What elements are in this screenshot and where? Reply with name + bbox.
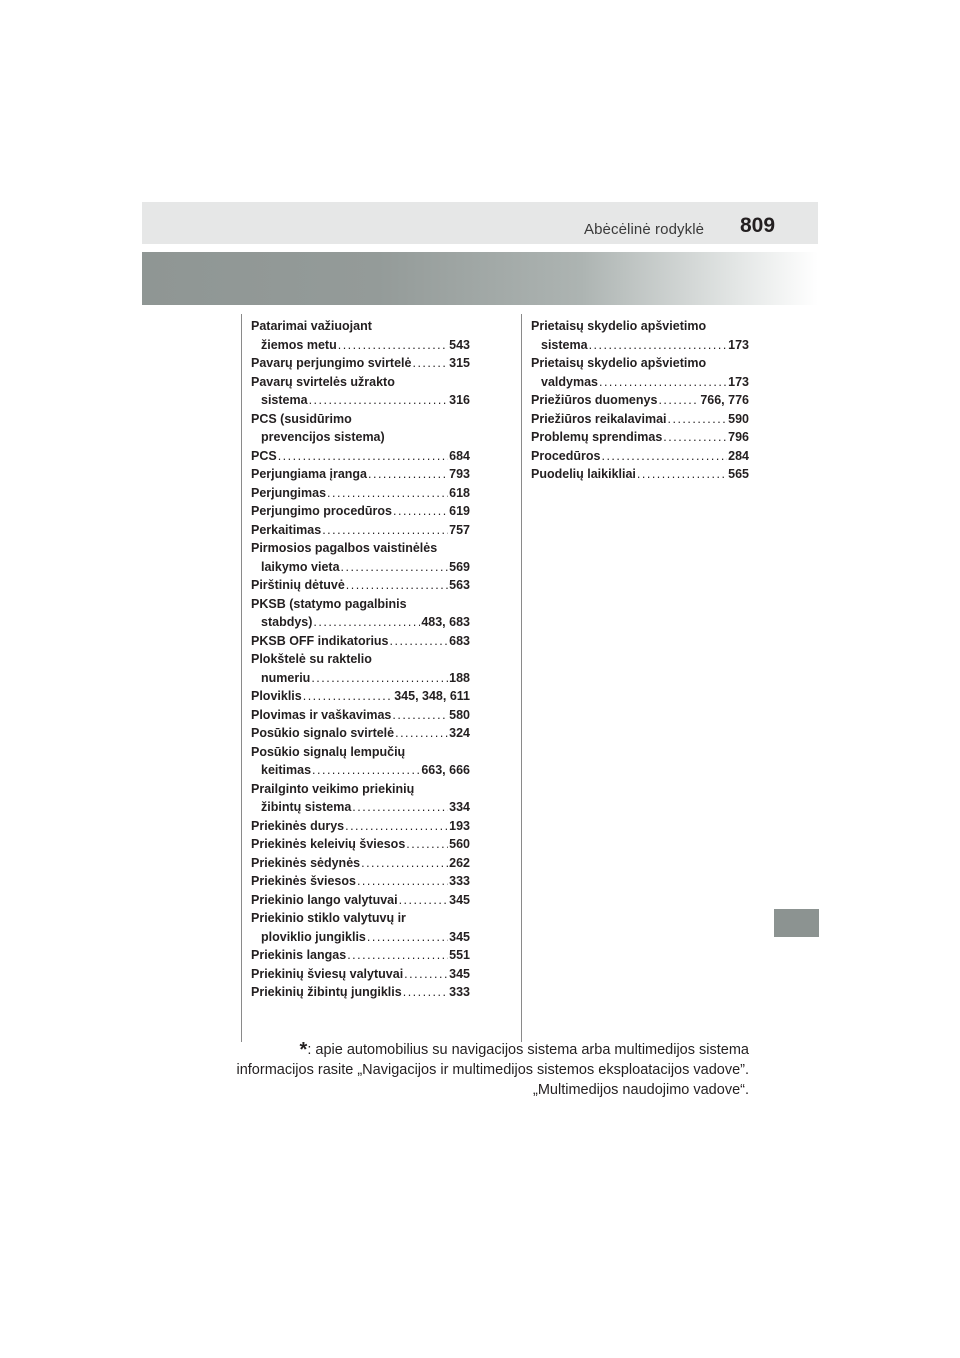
index-entry-line: [251, 909, 470, 928]
footnote: [150, 1040, 749, 1100]
page-reference: 618: [449, 485, 470, 500]
index-entry-line: [251, 539, 470, 558]
index-term: Plokštelė su raktelio: [251, 652, 372, 666]
index-term: keitimas: [261, 763, 312, 777]
index-term: Prailginto veikimo priekinių: [251, 781, 415, 796]
index-term: sistema: [261, 393, 308, 407]
index-entry-line: [251, 558, 470, 577]
index-entry-line: [531, 354, 749, 373]
index-entry: [251, 909, 470, 946]
index-entry: [531, 391, 749, 410]
page-reference: 315: [449, 356, 470, 370]
index-entry-line: [251, 595, 470, 614]
index-entry: [251, 891, 470, 910]
index-entry-line: [251, 687, 470, 706]
index-entry: [251, 650, 470, 687]
index-term: Pavarų svirtelės užrakto: [251, 374, 395, 389]
page-reference: 345: [449, 929, 470, 944]
index-entry-line: [251, 428, 470, 447]
index-term: Priekinio lango valytuvai: [251, 892, 398, 907]
index-entry: [251, 724, 470, 743]
index-entry-line: [251, 391, 470, 410]
index-entry-line: [251, 336, 470, 355]
index-term: Priežiūros reikalavimai: [531, 411, 667, 426]
index-entry-line: [251, 354, 470, 373]
index-entry: [251, 780, 470, 817]
index-entry-line: [251, 447, 470, 466]
index-entry-line: [251, 983, 470, 1002]
index-term: stabdys): [261, 615, 313, 629]
page-reference: 543: [449, 337, 470, 352]
dot-leader: [392, 706, 448, 725]
dot-leader: [345, 817, 448, 836]
page-reference: 333: [449, 985, 470, 999]
index-entry: [251, 539, 470, 576]
index-entry: [251, 484, 470, 503]
dot-leader: [309, 391, 449, 410]
page-reference: 796: [728, 430, 749, 444]
index-column-right: [531, 317, 749, 484]
dot-leader: [399, 891, 449, 910]
index-term: valdymas: [541, 374, 598, 389]
page-reference: 684: [449, 448, 470, 463]
decorative-gradient-band: [142, 252, 818, 305]
index-term: ploviklio jungiklis: [261, 929, 366, 944]
dot-leader: [346, 576, 448, 595]
page-reference: 683: [449, 633, 470, 648]
index-entry-line: [251, 669, 470, 688]
index-term: Perkaitimas: [251, 522, 322, 537]
index-term: Prietaisų skydelio apšvietimo: [531, 319, 707, 333]
page-reference: 565: [728, 467, 749, 481]
page-reference: 173: [728, 337, 749, 352]
index-term: Pirštinių dėtuvė: [251, 578, 345, 592]
index-entry-line: [251, 613, 470, 632]
page-reference: 793: [449, 467, 470, 481]
index-entry: [531, 354, 749, 391]
index-term: PCS: [251, 448, 277, 463]
page-reference: 284: [728, 448, 749, 463]
page-reference: 563: [449, 578, 470, 592]
index-entry-line: [251, 521, 470, 540]
index-term: Pavarų perjungimo svirtelė: [251, 356, 412, 370]
page-reference: 590: [728, 411, 749, 426]
index-entry: [251, 576, 470, 595]
index-entry: [531, 447, 749, 466]
index-term: numeriu: [261, 670, 311, 685]
index-entry: [251, 354, 470, 373]
header-bar: [142, 202, 818, 244]
index-entry-line: [251, 965, 470, 984]
dot-leader: [412, 354, 448, 373]
index-entry-line: [251, 743, 470, 762]
index-term: sistema: [541, 337, 588, 352]
dot-leader: [303, 687, 393, 706]
dot-leader: [637, 465, 727, 484]
index-entry: [251, 521, 470, 540]
index-term: Procedūros: [531, 448, 601, 463]
section-title: Abėcėlinė rodyklė: [584, 221, 705, 238]
index-entry: [531, 428, 749, 447]
dot-leader: [341, 558, 449, 577]
index-entry: [251, 817, 470, 836]
dot-leader: [601, 447, 727, 466]
index-term: Perjungimas: [251, 485, 327, 500]
dot-leader: [663, 428, 727, 447]
index-term: Priekinių šviesų valytuvai: [251, 966, 404, 981]
dot-leader: [658, 391, 699, 410]
page-reference: 663, 666: [421, 763, 470, 777]
page-reference: 569: [449, 559, 470, 574]
index-term: PCS (susidūrimo: [251, 411, 352, 426]
page-reference: 334: [449, 800, 470, 814]
index-entry-line: [251, 410, 470, 429]
footnote-marker: *: [299, 1039, 308, 1061]
dot-leader: [368, 465, 448, 484]
index-entry-line: [251, 373, 470, 392]
index-term: Plovimas ir vaškavimas: [251, 707, 392, 722]
index-term: PKSB OFF indikatorius: [251, 633, 389, 648]
index-entry-line: [251, 872, 470, 891]
page-reference: 262: [449, 855, 470, 870]
index-entry-line: [531, 410, 749, 429]
index-term: Priekinės durys: [251, 818, 345, 833]
footnote-text-1: : apie automobilius su navigacijos sistema arba multimedijos sistema: [307, 1042, 749, 1058]
index-term: Posūkio signalų lempučių: [251, 744, 406, 759]
index-entry-line: [251, 854, 470, 873]
dot-leader: [406, 835, 448, 854]
dot-leader: [404, 965, 448, 984]
index-entry-line: [251, 761, 470, 780]
index-term: Priekinės šviesos: [251, 874, 356, 888]
page-reference: 551: [449, 948, 470, 962]
index-entry: [251, 706, 470, 725]
index-entry-line: [251, 632, 470, 651]
index-entry: [251, 632, 470, 651]
index-term: Perjungimo procedūros: [251, 504, 392, 518]
index-entry-line: [251, 891, 470, 910]
index-entry: [251, 447, 470, 466]
index-term: Priekinis langas: [251, 948, 347, 962]
index-term: Priekinės keleivių šviesos: [251, 837, 406, 851]
index-entry: [531, 410, 749, 429]
index-entry-line: [251, 780, 470, 799]
dot-leader: [327, 484, 448, 503]
index-entry-line: [531, 465, 749, 484]
index-term: Perjungiama įranga: [251, 467, 368, 481]
index-entry-line: [251, 465, 470, 484]
dot-leader: [589, 336, 728, 355]
index-entry: [251, 595, 470, 632]
index-term: Puodelių laikikliai: [531, 467, 636, 481]
page-reference: 173: [728, 374, 749, 389]
page-reference: 766, 776: [700, 393, 749, 407]
index-term: prevencijos sistema): [261, 430, 385, 444]
index-entry-line: [251, 928, 470, 947]
page-reference: 345, 348, 611: [394, 689, 470, 703]
page-reference: 333: [449, 874, 470, 888]
index-term: laikymo vieta: [261, 559, 340, 574]
index-entry: [251, 743, 470, 780]
page-reference: 345: [449, 892, 470, 907]
column-divider-left: [241, 314, 242, 1042]
index-entry-line: [251, 946, 470, 965]
dot-leader: [338, 336, 448, 355]
dot-leader: [352, 798, 448, 817]
section-tab-marker: [774, 909, 819, 937]
index-term: žiemos metu: [261, 337, 337, 352]
footnote-line-2: informacijos rasite „Navigacijos ir multimedijos sistemos eksploatacijos vadove”.: [236, 1062, 749, 1078]
page-reference: 193: [449, 818, 470, 833]
index-entry-line: [531, 428, 749, 447]
page-reference: 757: [449, 522, 470, 537]
index-entry-line: [531, 317, 749, 336]
index-entry-line: [251, 724, 470, 743]
index-term: Prietaisų skydelio apšvietimo: [531, 356, 707, 370]
page-reference: 324: [449, 726, 470, 740]
index-term: Priežiūros duomenys: [531, 393, 658, 407]
index-entry: [531, 465, 749, 484]
index-term: Pirmosios pagalbos vaistinėlės: [251, 541, 438, 555]
page-number: 809: [740, 214, 776, 237]
page-reference: 188: [449, 670, 470, 685]
index-entry-line: [251, 650, 470, 669]
index-term: Priekinės sėdynės: [251, 855, 361, 870]
index-entry: [251, 410, 470, 447]
index-term: Ploviklis: [251, 689, 302, 703]
index-entry-line: [251, 484, 470, 503]
index-term: Problemų sprendimas: [531, 430, 663, 444]
index-entry-line: [531, 447, 749, 466]
index-entry-line: [251, 576, 470, 595]
index-term: Priekinių žibintų jungiklis: [251, 985, 402, 999]
index-entry-line: [251, 835, 470, 854]
index-entry: [251, 854, 470, 873]
index-entry: [531, 317, 749, 354]
column-divider-middle: [521, 314, 522, 1042]
dot-leader: [311, 669, 448, 688]
dot-leader: [357, 872, 448, 891]
index-term: žibintų sistema: [261, 800, 352, 814]
index-entry: [251, 687, 470, 706]
footnote-line-1: [150, 1040, 749, 1060]
index-entry-line: [251, 317, 470, 336]
dot-leader: [599, 373, 727, 392]
index-entry: [251, 465, 470, 484]
index-entry: [251, 317, 470, 354]
index-entry-line: [251, 817, 470, 836]
dot-leader: [313, 613, 420, 632]
index-term: Priekinio stiklo valytuvų ir: [251, 911, 406, 925]
index-entry: [251, 835, 470, 854]
index-entry: [251, 965, 470, 984]
dot-leader: [347, 946, 448, 965]
dot-leader: [390, 632, 449, 651]
index-term: Posūkio signalo svirtelė: [251, 726, 395, 740]
page-reference: 560: [449, 837, 470, 851]
index-entry-line: [251, 502, 470, 521]
dot-leader: [322, 521, 448, 540]
page-reference: 345: [449, 966, 470, 981]
index-entry: [251, 373, 470, 410]
page-reference: 316: [449, 393, 470, 407]
index-entry-line: [251, 706, 470, 725]
index-entry-line: [251, 798, 470, 817]
index-entry-line: [531, 336, 749, 355]
index-entry: [251, 872, 470, 891]
dot-leader: [395, 724, 448, 743]
index-entry: [251, 946, 470, 965]
footnote-line-3: „Multimedijos naudojimo vadove“.: [533, 1082, 749, 1098]
index-column-left: [251, 317, 470, 1002]
dot-leader: [393, 502, 448, 521]
dot-leader: [403, 983, 448, 1002]
index-entry-line: [531, 391, 749, 410]
dot-leader: [278, 447, 448, 466]
index-entry: [251, 502, 470, 521]
index-term: Patarimai važiuojant: [251, 319, 372, 333]
page-reference: 483, 683: [421, 615, 470, 629]
index-entry: [251, 983, 470, 1002]
dot-leader: [312, 761, 420, 780]
page-reference: 580: [449, 707, 470, 722]
page-reference: 619: [449, 504, 470, 518]
dot-leader: [361, 854, 448, 873]
index-term: PKSB (statymo pagalbinis: [251, 596, 407, 611]
index-entry-line: [531, 373, 749, 392]
dot-leader: [668, 410, 728, 429]
dot-leader: [367, 928, 448, 947]
